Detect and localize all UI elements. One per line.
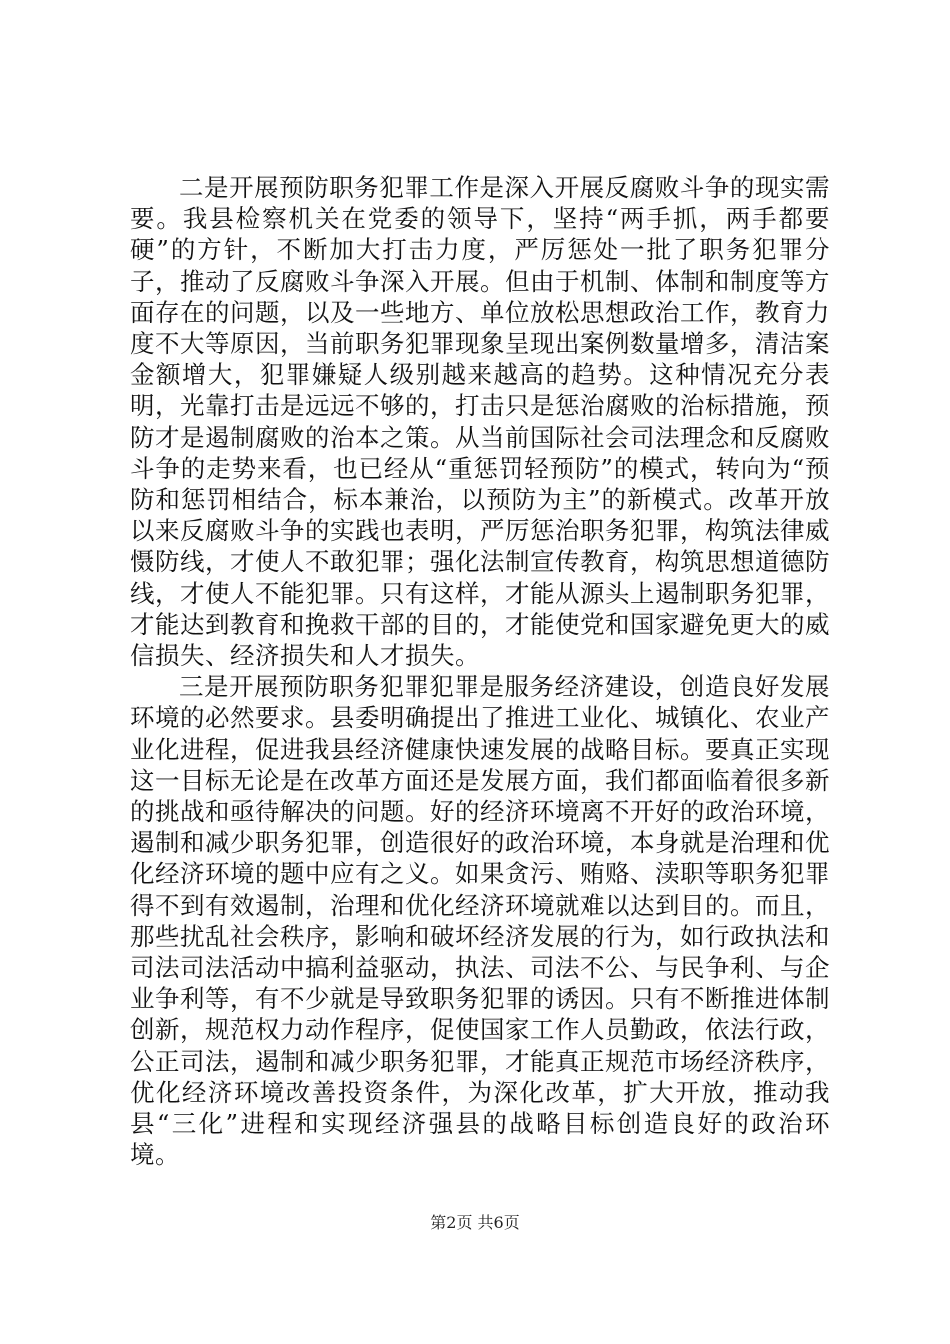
paragraph-3: 三是开展预防职务犯罪犯罪是服务经济建设，创造良好发展环境的必然要求。县委明确提出了推进工业化、城镇化、农业产业化进程，促进我县经济健康快速发展的战略目标。要真正实现这一目标无论是在改革方面还是发展方面，我们都面临着很多新的挑战和亟待解决的问题。好的经济环境离不开好的政治环境，遏制和减少职务犯罪，创造很好的政治环境，本身就是治理和优化经济环境的题中应有之义。如果贪污、贿赂、渎职等职务犯罪得不到有效遏制，治理和优化经济环境就难以达到目的。而且，那些扰乱社会秩序，影响和破坏经济发展的行为，如行政执法和司法司法活动中搞利益驱动，执法、司法不公、与民争利、与企业争利等，有不少就是导致职务犯罪的诱因。只有不断推进体制创新，规范权力动作程序，促使国家工作人员勤政，依法行政，公正司法，遏制和减少职务犯罪，才能真正规范市场经济秩序，优化经济环境改善投资条件，为深化改革，扩大开放，推动我县“三化”进程和实现经济强县的战略目标创造良好的政治环境。	[130, 672, 830, 1170]
page-number: 第2页 共6页	[430, 1213, 520, 1232]
paragraph-2: 二是开展预防职务犯罪工作是深入开展反腐败斗争的现实需要。我县检察机关在党委的领导下，坚持“两手抓，两手都要硬”的方针，不断加大打击力度，严厉惩处一批了职务犯罪分子，推动了反腐败斗争深入开展。但由于机制、体制和制度等方面存在的问题，以及一些地方、单位放松思想政治工作，教育力度不大等原因，当前职务犯罪现象呈现出案例数量增多，清洁案金额增大，犯罪嫌疑人级别越来越高的趋势。这种情况充分表明，光靠打击是远远不够的，打击只是惩治腐败的治标措施，预防才是遏制腐败的治本之策。从当前国际社会司法理念和反腐败斗争的走势来看，也已经从“重惩罚轻预防”的模式，转向为“预防和惩罚相结合，标本兼治，以预防为主”的新模式。改革开放以来反腐败斗争的实践也表明，严厉惩治职务犯罪，构筑法律威慑防线，才使人不敢犯罪；强化法制宣传教育，构筑思想道德防线，才使人不能犯罪。只有这样，才能从源头上遏制职务犯罪，才能达到教育和挽救干部的目的，才能使党和国家避免更大的威信损失、经济损失和人才损失。	[130, 173, 830, 671]
document-body	[130, 172, 830, 1171]
page-footer	[0, 1212, 950, 1234]
